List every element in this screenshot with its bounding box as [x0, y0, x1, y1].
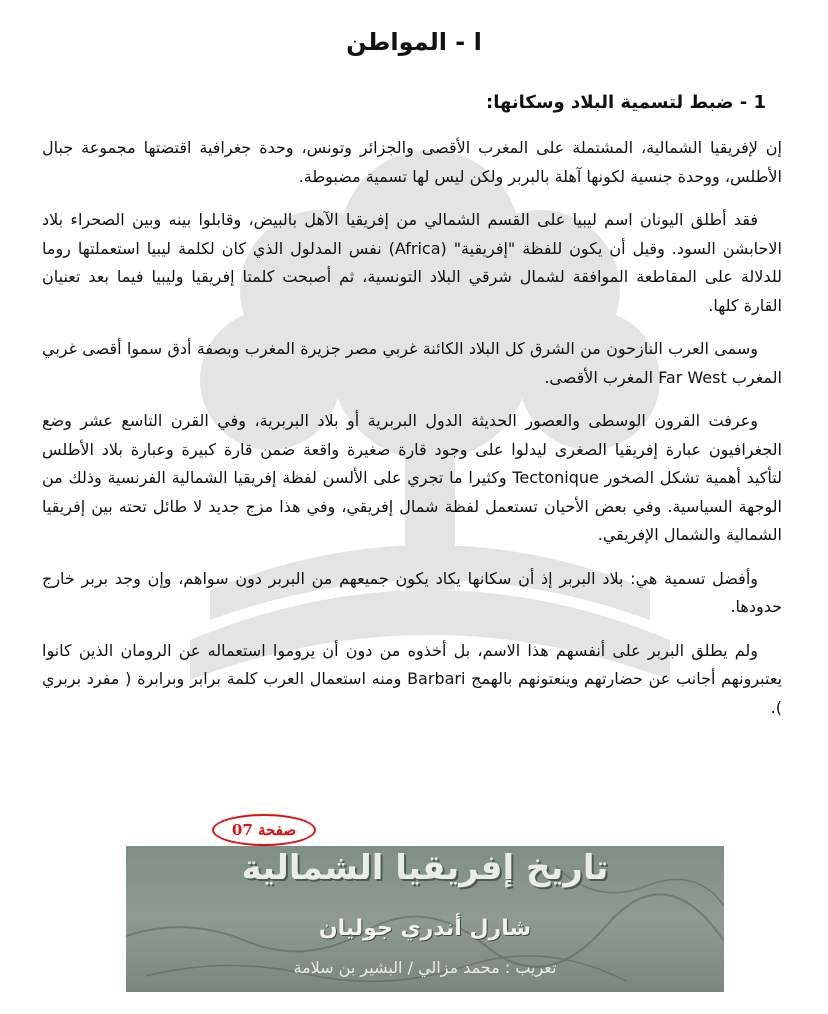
- book-translators: تعريب : محمد مزالي / البشير بن سلامة: [293, 958, 557, 977]
- page-number-badge: صفحة 07: [212, 814, 316, 846]
- paragraph-5: وأفضل تسمية هي: بلاد البربر إذ أن سكانها يكاد يكون جميعهم من البربر دون سواهم، وإن وجد بربر خارج حدودها.: [42, 568, 782, 616]
- paragraph-6: ولم يطلق البربر على أنفسهم هذا الاسم، بل أخذوه من دون أن يروموا استعماله عن الرومان الذين كانوا يعتبرونهم أجانب عن حضارتهم وينعتونهم بالهمج Barbari ومنه استعمال العرب كلمة برابر وبرابرة ( مفرد بربري ).: [42, 640, 782, 717]
- book-author: شارل أندري جوليان: [318, 916, 532, 941]
- paragraph-3: وسمى العرب النازحون من الشرق كل البلاد الكائنة غربي مصر جزيرة المغرب وبصفة أدق سموا أقصى غربي المغرب Far West المغرب الأقصى.: [42, 339, 782, 387]
- paragraph-1: إن لإفريقيا الشمالية، المشتملة على المغرب الأقصى والجزائر وتونس، وحدة جغرافية اقتضتها مجموعة جبال الأطلس، ووحدة جنسية لكونها آهلة بالبربر ولكن ليس لها تسمية مضبوطة.: [42, 138, 782, 186]
- paragraph-4: وعرفت القرون الوسطى والعصور الحديثة الدول البربرية أو بلاد البربرية، وفي القرن التاسع عشر وضع الجغرافيون عبارة إفريقيا الصغرى ليدلوا على وجود قارة صغيرة واقعة ضمن قارة كبيرة وعبارة بلاد الأطلس لتأكيد أهمية تشكل الصخور Tectonique وكثيرا ما تجري على الألسن لفظة إفريقيا الشمالية الفرنسية وذلك من الوجهة السياسية. وفي بعض الأحيان تستعمل لفظة شمال إفريقي، وفي هذا مزج جديد لا طائل تحته بين إفريقيا الشمالية والشمال الإفريقي.: [42, 411, 782, 544]
- book-cover-banner: [126, 846, 724, 992]
- document-body: [42, 134, 782, 737]
- page-title: ا - المواطن: [346, 28, 482, 56]
- book-title: تاريخ إفريقيا الشمالية: [241, 848, 609, 888]
- paragraph-2: فقد أطلق اليونان اسم ليبيا على القسم الشمالي من إفريقيا الآهل بالبيض، وقابلوا بينه وبين الصحراء بلاد الاحابشن السود. وقيل أن يكون للفظة "إفريقية" (Africa) نفس المدلول الذي كان لكلمة ليبيا استعملتها روما للدلالة على المقاطعة الموافقة لشمال شرقي البلاد التونسية، ثم أصبحت كلمتا إفريقيا وليبيا فيما بعد تعنيان القارة كلها.: [42, 210, 782, 315]
- section-heading: 1 - ضبط لتسمية البلاد وسكانها:: [486, 92, 766, 113]
